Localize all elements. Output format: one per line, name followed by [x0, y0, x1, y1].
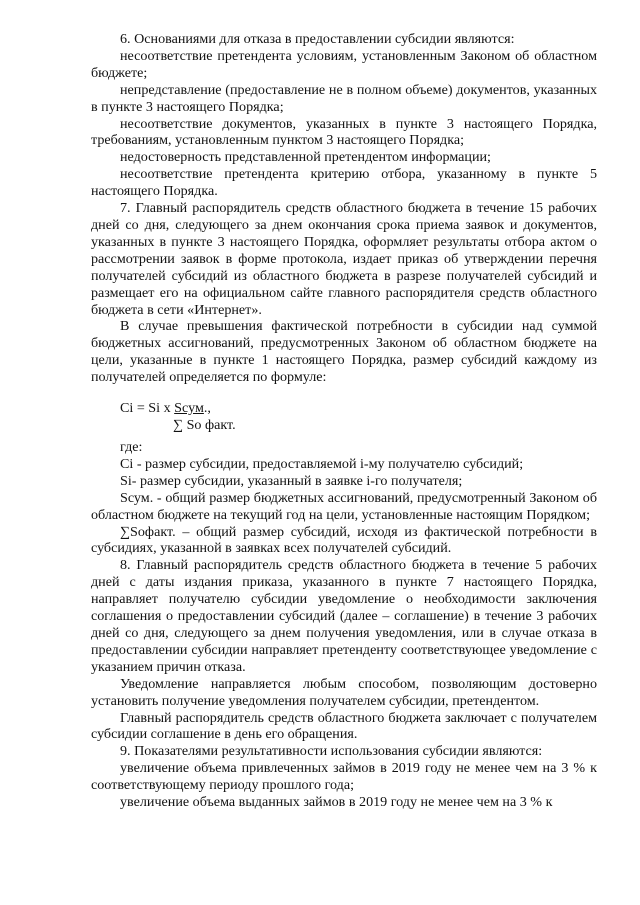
- section-8-paragraph: 8. Главный распорядитель средств областного бюджета в течение 5 рабочих дней с даты издания приказа, указанного в пункте 7 настоящего Порядка, направляет получателю субсидии уведомление о необходимости заключения соглашения о предоставлении субсидий (далее – соглашение) в течение 3 рабочих дней со дня, следующего за днем получения уведомления, или в случае отказа в предоставлении субсидии направляет претенденту соответствующее уведомление с указанием причин отказа.: [91, 557, 597, 675]
- formula-denominator-line: ∑ So факт.: [173, 417, 236, 434]
- formula-definition: ∑Soфакт. – общий размер субсидий, исходя из фактической потребности в субсидиях, указанной в заявках всех получателей субсидий.: [91, 523, 597, 557]
- section-9-heading: 9. Показателями результативности использования субсидии являются:: [120, 743, 543, 760]
- section-6-item: несоответствие претендента критерию отбора, указанному в пункте 5 настоящего Порядка.: [91, 166, 597, 200]
- formula-numerator-line: [91, 400, 597, 417]
- section-9-item: увеличение объема привлеченных займов в 2019 году не менее чем на 3 % к соответствующему периоду прошлого года;: [91, 760, 597, 794]
- section-7-paragraph: В случае превышения фактической потребности в субсидии над суммой бюджетных ассигнований, предусмотренных Законом об областном бюджете на цели, указанные в пункте 1 настоящего Порядка, размер субсидий каждому из получателей определяется по формуле:: [91, 318, 597, 386]
- subsidy-formula: [91, 386, 597, 434]
- formula-definition: Si- размер субсидии, указанный в заявке i-го получателя;: [120, 472, 463, 489]
- formula-underlined-term: Sсум: [174, 400, 204, 417]
- section-8-paragraph: Главный распорядитель средств областного бюджета заключает с получателем субсидии соглашение в день его обращения.: [91, 709, 597, 743]
- section-6-item: непредставление (предоставление не в полном объеме) документов, указанных в пункте 3 настоящего Порядка;: [91, 81, 597, 115]
- document-page: [91, 31, 597, 811]
- section-8-paragraph: Уведомление направляется любым способом, позволяющим достоверно установить получение уведомления получателем субсидии, претендентом.: [91, 675, 597, 709]
- section-9-item: увеличение объема выданных займов в 2019 году не менее чем на 3 % к: [120, 794, 553, 811]
- formula-definition: Ci - размер субсидии, предоставляемой i-му получателю субсидий;: [120, 455, 524, 472]
- formula-prefix: Ci = Si x: [120, 400, 175, 417]
- formula-where-label: где:: [120, 439, 143, 456]
- section-6-item: недостоверность представленной претендентом информации;: [120, 149, 491, 166]
- section-6-item: несоответствие претендента условиям, установленным Законом об областном бюджете;: [91, 47, 597, 81]
- formula-definition: Sсум. - общий размер бюджетных ассигнований, предусмотренный Законом об областном бюджете на текущий год на цели, установленные настоящим Порядком;: [91, 489, 597, 523]
- formula-suffix: .,: [203, 400, 211, 417]
- section-7-paragraph: 7. Главный распорядитель средств областного бюджета в течение 15 рабочих дней со дня, следующего за днем окончания срока приема заявок и документов, указанных в пункте 3 настоящего Порядка, оформляет результаты отбора актом о рассмотрении заявок в форме протокола, издает приказ об утверждении перечня получателей субсидий из областного бюджета в разрезе получателей субсидий и размещает его на официальном сайте главного распорядителя средств областного бюджета в сети «Интернет».: [91, 200, 597, 318]
- section-6-item: несоответствие документов, указанных в пункте 3 настоящего Порядка, требованиям, установленным пунктом 3 настоящего Порядка;: [91, 115, 597, 149]
- section-6-heading: 6. Основаниями для отказа в предоставлении субсидии являются:: [120, 31, 515, 47]
